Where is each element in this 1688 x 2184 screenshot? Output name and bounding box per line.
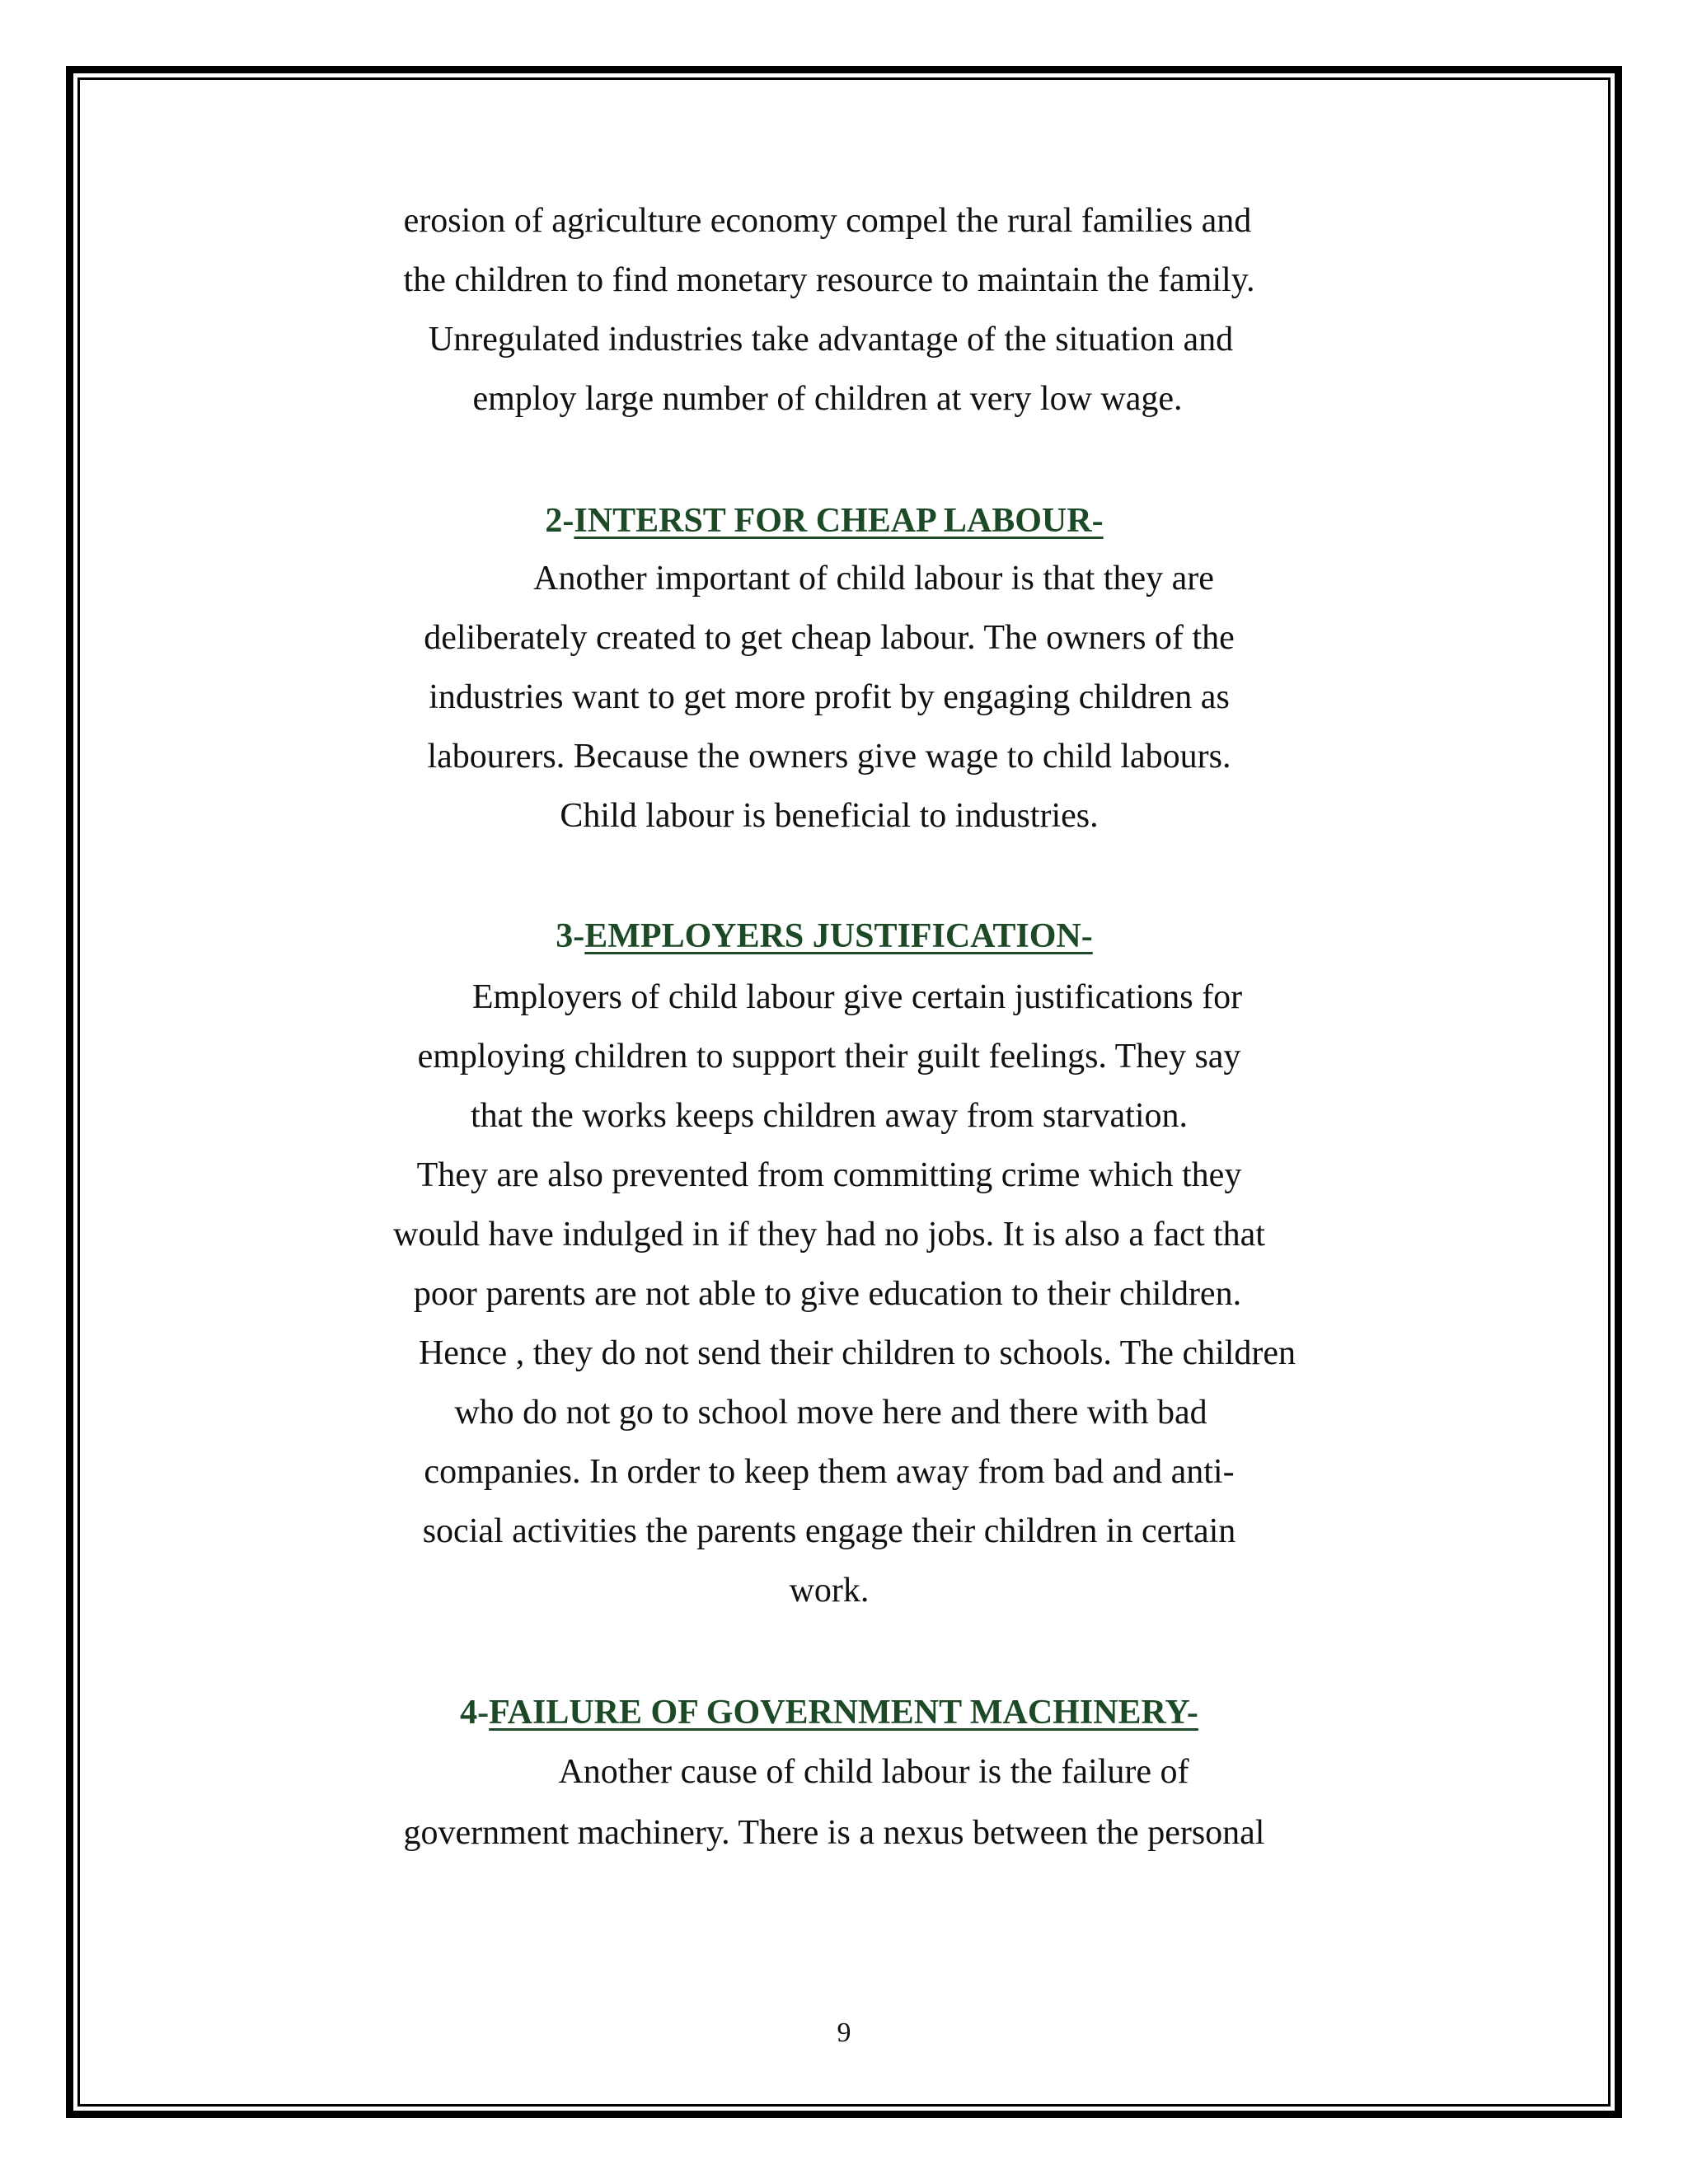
section-number: 2- [545, 502, 574, 540]
section-heading-government-failure [244, 1688, 1414, 1737]
text-line: government machinery. There is a nexus between the personal [403, 1814, 1265, 1852]
text-line: the children to find monetary resource to maintain the family. [403, 261, 1255, 299]
text-line: Another important of child labour is that they are [533, 560, 1214, 598]
section-heading-cheap-labour [239, 496, 1409, 546]
text-line: employing children to support their guilt feelings. They say [417, 1038, 1241, 1076]
text-line: that the works keeps children away from starvation. [470, 1097, 1189, 1135]
text-line: who do not go to school move here and there with bad [454, 1394, 1207, 1432]
section-heading-employers-justification [239, 912, 1409, 961]
text-line: companies. In order to keep them away from bad and anti- [424, 1453, 1235, 1491]
text-line: would have indulged in if they had no jobs. It is also a fact that [393, 1216, 1265, 1254]
text-line: Employers of child labour give certain justifications for [471, 978, 1243, 1016]
text-line: Child labour is beneficial to industries. [560, 797, 1099, 835]
section-number: 4- [460, 1694, 490, 1732]
text-line: erosion of agriculture economy compel the rural families and [403, 202, 1252, 240]
text-line: They are also prevented from committing crime which they [416, 1156, 1242, 1194]
text-line: social activities the parents engage their children in certain [422, 1512, 1236, 1550]
text-line: poor parents are not able to give education to their children. [413, 1275, 1242, 1313]
section-number: 3- [556, 917, 585, 955]
text-line: Another cause of child labour is the failure of [558, 1753, 1189, 1791]
text-line: industries want to get more profit by engaging children as [429, 678, 1230, 716]
section-title: INTERST FOR CHEAP LABOUR- [574, 502, 1104, 540]
text-line: employ large number of children at very low wage. [472, 380, 1183, 418]
section-title: FAILURE OF GOVERNMENT MACHINERY- [489, 1694, 1198, 1732]
text-line: Unregulated industries take advantage of the situation and [428, 321, 1234, 359]
section-title: EMPLOYERS JUSTIFICATION- [584, 917, 1093, 955]
text-line: Hence , they do not send their children to schools. The children [418, 1334, 1296, 1372]
text-line: deliberately created to get cheap labour. The owners of the [424, 619, 1235, 657]
text-line: labourers. Because the owners give wage to child labours. [427, 738, 1231, 776]
page-content [272, 0, 1442, 2184]
page-number: 9 [837, 2018, 851, 2048]
text-line: work. [789, 1572, 870, 1610]
